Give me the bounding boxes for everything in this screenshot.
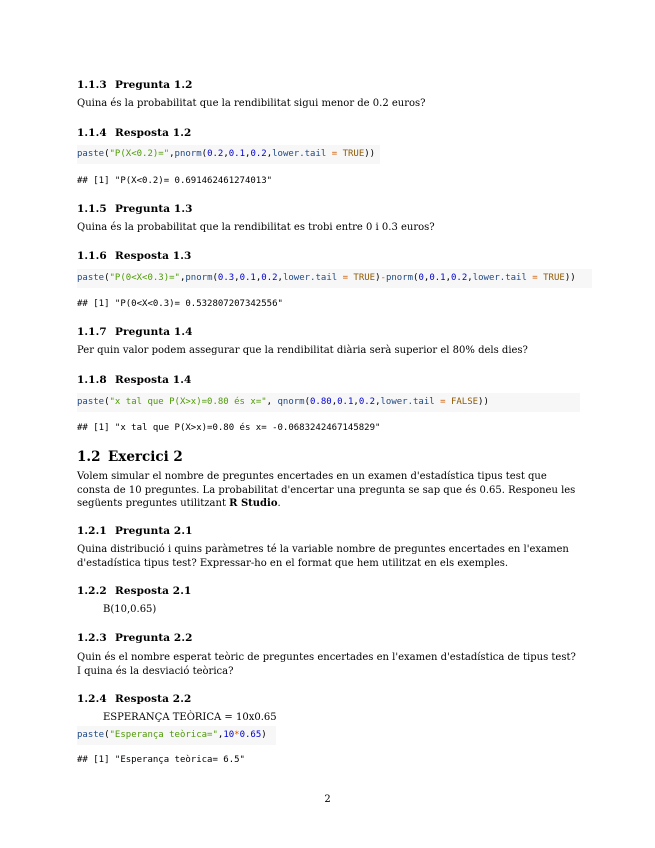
code-block-1-2: paste("P(X<0.2)=",pnorm(0.2,0.1,0.2,lower.tail = TRUE)) bbox=[77, 145, 380, 164]
heading-1-1-6: 1.1.6 Resposta 1.3 bbox=[77, 250, 192, 262]
code-output-1-4: ## [1] "x tal que P(X>x)=0.80 és x= -0.0683242467145829" bbox=[77, 423, 381, 433]
code-block-1-4: paste("x tal que P(X>x)=0.80 és x=", qnorm(0.80,0.1,0.2,lower.tail = FALSE)) bbox=[77, 393, 580, 412]
heading-1-2-2: 1.2.2 Resposta 2.1 bbox=[77, 585, 192, 597]
question-2-1-text: Quina distribució i quins paràmetres té la variable nombre de preguntes encertades en l'examen d'estadística tipus test? Expressar-ho en el format que hem utilitzat en els exemples. bbox=[77, 544, 569, 569]
question-2-2-text: Quin és el nombre esperat teòric de preguntes encertades en l'examen d'estadística de tipus test? I quina és la desviació teòrica? bbox=[77, 652, 576, 677]
heading-1-2-4: 1.2.4 Resposta 2.2 bbox=[77, 693, 192, 705]
answer-2-2-text: ESPERANÇA TEÒRICA = 10x0.65 bbox=[103, 712, 277, 723]
heading-1-2-1: 1.2.1 Pregunta 2.1 bbox=[77, 525, 193, 537]
question-1-3-text: Quina és la probabilitat que la rendibilitat es trobi entre 0 i 0.3 euros? bbox=[77, 222, 435, 233]
question-1-2-text: Quina és la probabilitat que la rendibilitat sigui menor de 0.2 euros? bbox=[77, 98, 426, 109]
code-block-1-3: paste("P(0<X<0.3)=",pnorm(0.3,0.1,0.2,lower.tail = TRUE)-pnorm(0,0.1,0.2,lower.tail = TRUE)) bbox=[77, 269, 592, 288]
heading-1-1-7: 1.1.7 Pregunta 1.4 bbox=[77, 326, 193, 338]
code-block-2-2: paste("Esperança teòrica=",10*0.65) bbox=[77, 726, 276, 745]
exercise-2-intro: Volem simular el nombre de preguntes encertades en un examen d'estadística tipus test que consta de 10 preguntes. La probabilitat d'encertar una pregunta se sap que és 0.65. Responeu les següents preguntes utilitzant R Studio. bbox=[77, 471, 576, 510]
heading-1-2: 1.2 Exercici 2 bbox=[77, 449, 183, 465]
heading-1-1-5: 1.1.5 Pregunta 1.3 bbox=[77, 203, 193, 215]
heading-1-1-3: 1.1.3 Pregunta 1.2 bbox=[77, 79, 193, 91]
answer-2-1-text: B(10,0.65) bbox=[103, 604, 157, 615]
question-1-4-text: Per quin valor podem assegurar que la rendibilitat diària serà superior el 80% dels dies? bbox=[77, 345, 528, 356]
code-output-2-2: ## [1] "Esperança teòrica= 6.5" bbox=[77, 755, 245, 765]
heading-1-2-3: 1.2.3 Pregunta 2.2 bbox=[77, 632, 193, 644]
heading-1-1-4: 1.1.4 Resposta 1.2 bbox=[77, 127, 192, 139]
code-output-1-2: ## [1] "P(X<0.2)= 0.691462461274013" bbox=[77, 176, 273, 186]
page-number: 2 bbox=[324, 794, 331, 805]
code-output-1-3: ## [1] "P(0<X<0.3)= 0.532807207342556" bbox=[77, 299, 283, 309]
heading-1-1-8: 1.1.8 Resposta 1.4 bbox=[77, 374, 192, 386]
